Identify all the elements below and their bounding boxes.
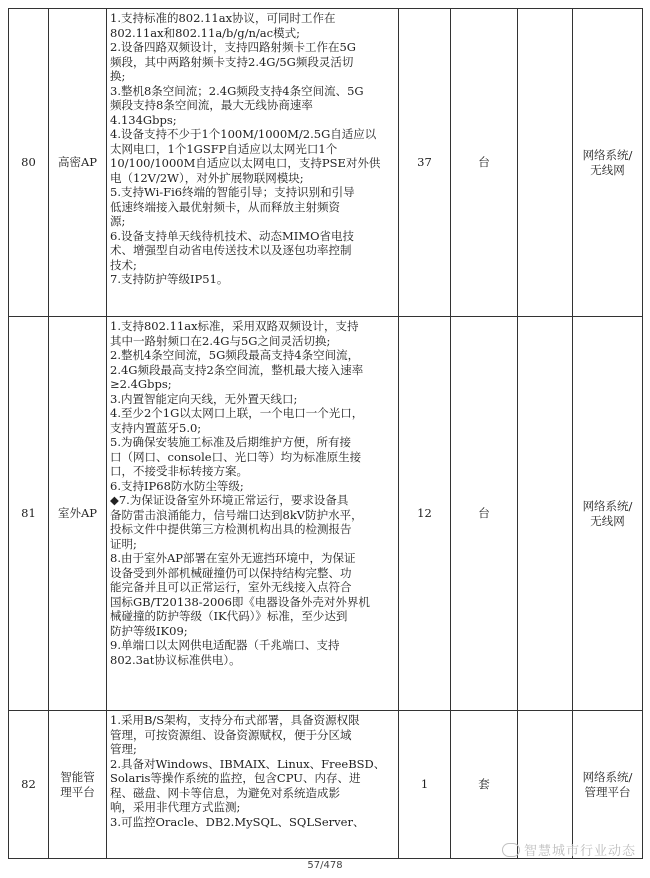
requirement-line: 响，采用非代理方式监测;	[110, 800, 241, 814]
wechat-icon	[502, 843, 520, 857]
blank-cell	[518, 317, 573, 711]
requirement-line: 防护等级IK09;	[110, 623, 188, 638]
requirement-line: 802.3at协议标准供电）。	[110, 652, 241, 667]
requirement-line: 4.134Gbps;	[110, 112, 177, 127]
blank-cell	[518, 9, 573, 317]
requirement-line: 3.整机8条空间流；2.4G频段支持4条空间流、5G	[110, 83, 364, 98]
requirement-line: 管理，可按资源组、设备资源赋权，便于分区域	[110, 727, 352, 742]
table-row	[9, 9, 643, 317]
unit: 台	[451, 9, 518, 317]
requirement-line: 5.为确保安装施工标准及后期维护方便，所有接	[110, 435, 351, 449]
watermark-text: 智慧城市行业动态	[523, 844, 636, 859]
requirement-line: 能完备并且可以正常运行，室外无线接入点符合	[110, 580, 352, 594]
category-line: 网络系统/	[582, 148, 633, 162]
item-name: 室外AP	[49, 317, 107, 711]
requirement-line: 支持内置蓝牙5.0;	[110, 420, 202, 435]
category-line: 网络系统/	[582, 499, 633, 513]
requirement-line: 程、磁盘、网卡等信息，为避免对系统造成影	[110, 785, 340, 800]
row-number: 80	[9, 9, 49, 317]
requirement-line: 低速终端接入最优射频卡，从而释放主射频资	[110, 199, 340, 214]
category-cell	[573, 711, 643, 859]
requirement-line: 换;	[110, 69, 126, 83]
page-number: 57/478	[307, 860, 343, 871]
requirement-line: 证明;	[110, 536, 137, 551]
requirement-line: 802.11ax和802.11a/b/g/n/ac模式;	[110, 25, 300, 40]
requirement-line: 2.设备四路双频设计，支持四路射频卡工作在5G	[110, 40, 356, 54]
requirement-line: 2.具备对Windows、IBMAIX、Linux、FreeBSD、	[110, 756, 386, 771]
category-line: 网络系统/	[582, 770, 633, 784]
requirement-line: 备防雷击浪涌能力，信号端口达到8kV防护水平，	[110, 507, 363, 522]
requirement-line: 其中一路射频口在2.4G与5G之间灵活切换;	[110, 333, 331, 348]
requirement-line: 频段支持8条空间流，最大无线协商速率	[110, 98, 313, 112]
unit: 套	[451, 711, 518, 859]
requirement-line: 4.设备支持不少于1个100M/1000M/2.5G自适应以	[110, 127, 377, 141]
requirement-line: 1.支持标准的802.11ax协议，可同时工作在	[110, 11, 336, 25]
requirement-cell	[107, 711, 399, 859]
requirement-line: 频段，其中两路射频卡支持2.4G/5G频段灵活切	[110, 54, 354, 69]
requirement-line: 投标文件中提供第三方检测机构出具的检测报告	[110, 522, 352, 536]
requirement-line: 6.支持IP68防水防尘等级;	[110, 478, 244, 493]
requirement-line: Solaris等操作系统的监控，包含CPU、内存、进	[110, 771, 361, 785]
row-number: 81	[9, 317, 49, 711]
item-name: 高密AP	[49, 9, 107, 317]
requirement-line: 设备受到外部机械碰撞仍可以保持结构完整、功	[110, 565, 352, 580]
requirement-line: ◆7.为保证设备室外环境正常运行，要求设备具	[110, 493, 349, 507]
requirement-line: 口，不接受非标转接方案。	[110, 464, 248, 478]
watermark	[502, 840, 636, 859]
category-cell	[573, 317, 643, 711]
requirement-line: 8.由于室外AP部署在室外无遮挡环境中，为保证	[110, 551, 356, 565]
category-cell	[573, 9, 643, 317]
requirement-line: 管理;	[110, 742, 137, 756]
requirement-line: 2.4G频段最高支持2条空间流，整机最大接入速率	[110, 362, 364, 377]
requirement-line: 7.支持防护等级IP51。	[110, 272, 229, 286]
requirement-line: 3.可监控Oracle、DB2.MySQL、SQLServer、	[110, 814, 365, 829]
unit: 台	[451, 317, 518, 711]
requirement-line: 源;	[110, 214, 126, 228]
requirement-line: 4.至少2个1G以太网口上联，一个电口一个光口，	[110, 406, 364, 420]
requirement-cell	[107, 317, 399, 711]
requirement-line: 1.采用B/S架构，支持分布式部署，具备资源权限	[110, 713, 360, 727]
spec-table	[8, 8, 643, 859]
row-number: 82	[9, 711, 49, 859]
requirement-line: ≥2.4Gbps;	[110, 377, 172, 391]
requirement-line: 技术;	[110, 257, 137, 272]
requirement-line: 1.支持802.11ax标准，采用双路双频设计，支持	[110, 319, 359, 333]
item-name: 智能管理平台	[49, 711, 107, 859]
requirement-line: 5.支持Wi-Fi6终端的智能引导；支持识别和引导	[110, 185, 355, 199]
requirement-line: 电（12V/2W），对外扩展物联网模块;	[110, 170, 304, 185]
category-line: 无线网	[590, 162, 625, 177]
category-line: 无线网	[590, 513, 625, 528]
table-row	[9, 317, 643, 711]
requirement-cell	[107, 9, 399, 317]
category-line: 管理平台	[584, 784, 631, 799]
table-row	[9, 711, 643, 859]
requirement-line: 械碰撞的防护等级（IK代码）》标准，至少达到	[110, 609, 348, 623]
requirement-line: 国标GB/T20138-2006即《电器设备外壳对外界机	[110, 594, 370, 609]
requirement-line: 2.整机4条空间流，5G频段最高支持4条空间流，	[110, 348, 360, 362]
requirement-line: 术、增强型自动省电传送技术以及逐包功率控制	[110, 243, 352, 257]
requirement-line: 太网电口，1个1GSFP自适应以太网光口1个	[110, 141, 338, 156]
quantity: 12	[399, 317, 451, 711]
requirement-line: 3.内置智能定向天线，无外置天线口;	[110, 391, 298, 406]
requirement-line: 口（网口、console口、光口等）均为标准原生接	[110, 449, 362, 464]
quantity: 37	[399, 9, 451, 317]
requirement-line: 6.设备支持单天线待机技术、动态MIMO省电技	[110, 228, 354, 243]
requirement-line: 10/100/1000M自适应以太网电口，支持PSE对外供	[110, 156, 381, 170]
requirement-line: 9.单端口以太网供电适配器（千兆端口、支持	[110, 638, 340, 652]
quantity: 1	[399, 711, 451, 859]
blank-cell	[518, 711, 573, 859]
